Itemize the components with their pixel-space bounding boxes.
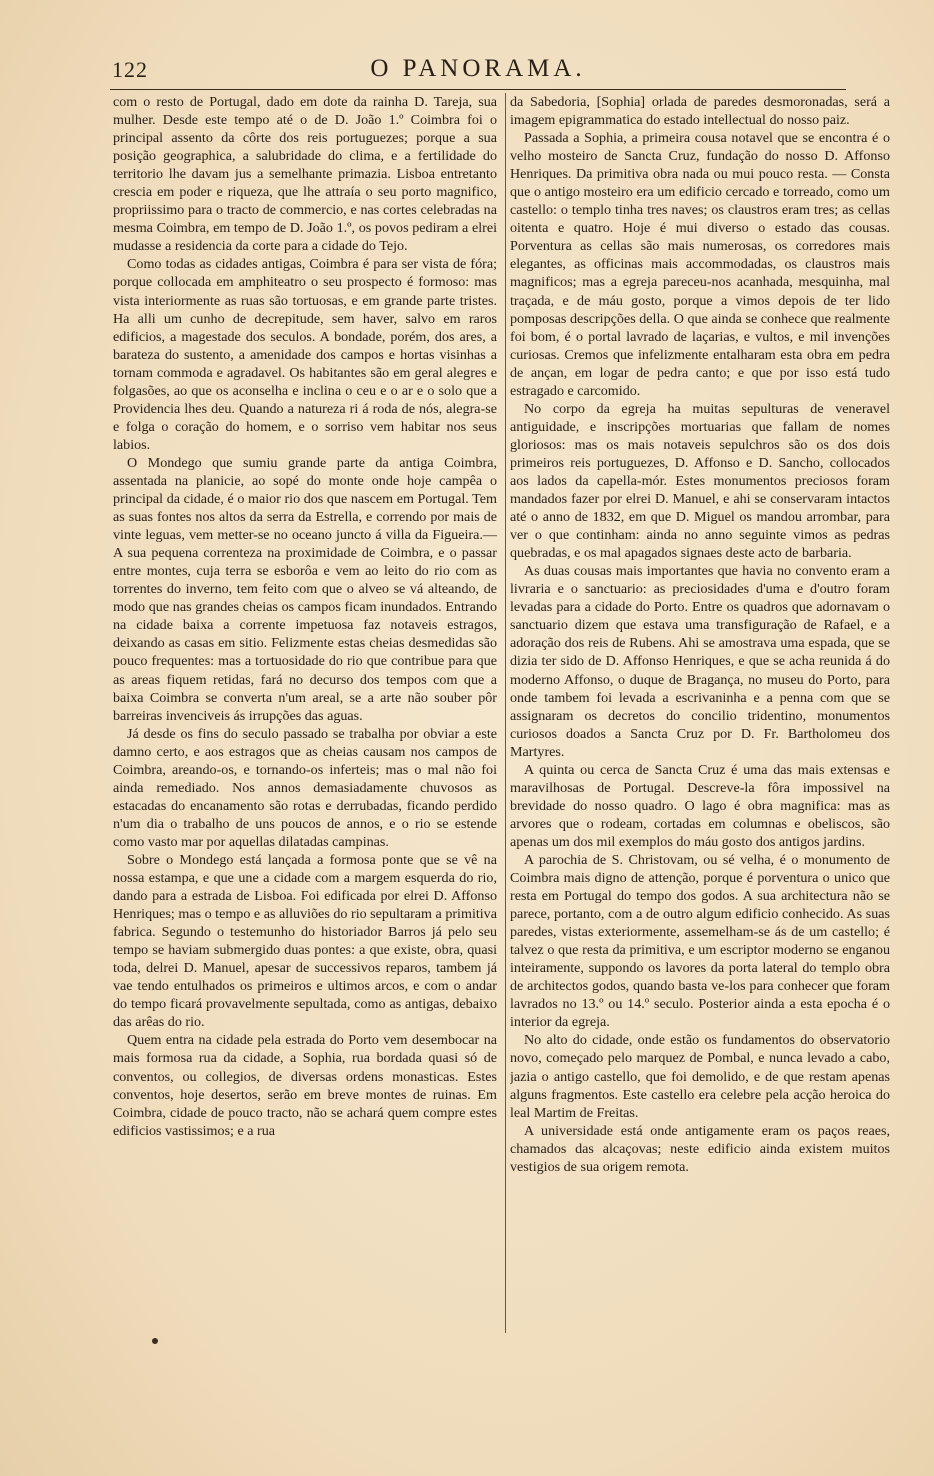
paragraph: Já desde os fins do seculo passado se trabalha por obviar a este damno certo, e aos estragos que as cheias causam nos campos de Coimbra, areando-os, e tornando-os inferteis; mas o mal não foi ainda remediado. Nos annos demasiadamente chuvosos as estacadas do encanamento são rotas e derrubadas, ficando perdido n'um dia o trabalho de uns poucos de annos, e o rio se estende como vasto mar por aquellas dilatadas campinas. (113, 725, 497, 850)
paragraph: A universidade está onde antigamente eram os paços reaes, chamados das alcaçovas; neste edificio ainda existem muitos vestigios de sua origem remota. (510, 1122, 890, 1175)
paragraph: Como todas as cidades antigas, Coimbra é para ser vista de fóra; porque collocada em amphiteatro o seu prospecto é formoso: mas vista interiormente as ruas são tortuosas, e em grande parte tristes. Ha alli um cunho de decrepitude, sem haver, salvo em raros edificios, a magestade dos seculos. A bondade, porém, dos ares, a barateza do sustento, a amenidade dos campos e hortas visinhas a tornam commoda e agradavel. Os habitantes são em geral alegres e folgasões, ao que os aconselha e inclina o ceu e o ar e o solo que a Providencia lhes deu. Quando a natureza ri á roda de nós, alegra-se e folga o coração do homem, e o sorriso vem habitar nos seus labios. (113, 256, 497, 453)
text-columns (113, 93, 890, 1333)
running-title: O PANORAMA. (370, 55, 586, 82)
paragraph: Sobre o Mondego está lançada a formosa ponte que se vê na nossa estampa, e que une a cidade com a margem esquerda do rio, dando para a estrada de Lisboa. Foi edificada por elrei D. Affonso Henriques; mas o tempo e as alluviões do rio sepultaram a primitiva fabrica. Segundo o testemunho do historiador Barros já pelo seu tempo se haviam submergido duas pontes: a que existe, obra, quasi toda, delrei D. Manuel, apesar de successivos reparos, tambem já vae tendo entulhados os primeiros e ultimos arcos, e com o andar do tempo ficará provavelmente sepultada, como as antigas, debaixo das arêas do rio. (113, 851, 497, 1031)
page-number: 122 (112, 57, 148, 82)
ink-mark (152, 1338, 158, 1344)
left-column (113, 93, 506, 1333)
paragraph: A parochia de S. Christovam, ou sé velha, é o monumento de Coimbra mais digno de attenção, porque é porventura o unico que resta em Portugal do tempo dos godos. A sua architectura não se parece, portanto, com a de outro algum edificio conhecido. As suas paredes, vistas exteriormente, assemelham-se ás de um castello; é talvez o que resta da primitiva, e um escriptor moderno se enganou inteiramente, suppondo os lavores da porta lateral do templo obra de architectos godos, quando basta ve-los para conhecer que foram lavrados no 13.º ou 14.º seculo. Posterior ainda a esta epocha é o interior da egreja. (510, 851, 890, 1031)
paragraph: com o resto de Portugal, dado em dote da rainha D. Tareja, sua mulher. Desde este tempo até o de D. João 1.º Coimbra foi o principal assento da côrte dos reis portuguezes; porque a sua posição geographica, a salubridade do clima, e a fertilidade do territorio lhe davam jus a semelhante primazia. Lisboa entretanto crescia em poder e riqueza, que lhe attraía o seu porto magnifico, propriissimo para o tracto de commercio, e nas cortes celebradas na mesma Coimbra, em tempo de D. João 1.º, os povos pediram a elrei mudasse a residencia da corte para a cidade do Tejo. (113, 94, 497, 255)
right-column (510, 93, 890, 1333)
paragraph: da Sabedoria, [Sophia] orlada de paredes desmoronadas, será a imagem epigrammatica do estado intellectual do nosso paiz. (510, 94, 890, 129)
paragraph: No corpo da egreja ha muitas sepulturas de veneravel antiguidade, e inscripções mortuarias que fallam de nomes gloriosos: mas os mais notaveis sepulchros são os dos dois primeiros reis portuguezes, D. Affonso e D. Sancho, collocados aos lados da capella-mór. Estes monumentos preciosos foram mandados fazer por elrei D. Manuel, e ahi se conservaram intactos até o anno de 1832, em que D. Miguel os mandou arrombar, para ver o que continham: ainda no anno seguinte vimos as pedras quebradas, e os mal apagados signaes deste acto de barbaria. (510, 400, 890, 562)
paragraph: Passada a Sophia, a primeira cousa notavel que se encontra é o velho mosteiro de Sancta Cruz, fundação do nosso D. Affonso Henriques. Da primitiva obra nada ou mui pouco resta. — Consta que o antigo mosteiro era um edificio cercado e torreado, como um castello: o templo tinha tres naves; os claustros eram tres; as cellas oitenta e quatro. Hoje é mui diverso o estado das cousas. Porventura as cellas são mais numerosas, os corredores mais elegantes, as officinas mais accommodadas, os claustros mais magnificos; mas a egreja pareceu-nos acanhada, mesquinha, mal traçada, e de máu gosto, porque a vimos depois de ter lido pomposas descripções della. O que ainda se conhece que realmente foi bom, é o portal lavrado de laçarias, e vultos, e mil invenções curiosas. Cremos que infelizmente entalharam esta obra em pedra de ançan, em logar de pedra canto; e que por isso está tudo estragado e carcomido. (510, 130, 890, 399)
paragraph: O Mondego que sumiu grande parte da antiga Coimbra, assentada na planicie, ao sopé do monte onde hoje campêa o principal da cidade, é o maior rio dos que nascem em Portugal. Tem as suas fontes nos altos da serra da Estrella, e correndo por mais de vinte leguas, vem metter-se no oceano juncto á villa da Figueira.— A sua pequena correnteza na proximidade de Coimbra, e o passar entre montes, cuja terra se esborôa e vem ao leito do rio com as torrentes do inverno, tem feito com que o alveo se vá alteando, de modo que nas grandes cheias os campos ficam inundados. Entrando na cidade baixa a corrente impetuosa faz notaveis estragos, deixando as casas em sitio. Felizmente estas cheias desmedidas são pouco frequentes: mas a tortuosidade do rio que contribue para que as areas fiquem retidas, fará no decurso dos tempos com que a baixa Coimbra se converta n'um areal, se a arte não souber pôr barreiras invenciveis ás irrupções das aguas. (113, 454, 497, 724)
paragraph: Quem entra na cidade pela estrada do Porto vem desembocar na mais formosa rua da cidade, a Sophia, rua bordada quasi só de conventos, ou collegios, de diversas ordens monasticas. Estes conventos, hoje desertos, serão em breve montes de ruinas. Em Coimbra, cidade de pouco tracto, não se achará quem compre estes edificios vastissimos; e a rua (113, 1032, 497, 1139)
page-header (110, 55, 846, 90)
paragraph: No alto do cidade, onde estão os fundamentos do observatorio novo, começado pelo marquez de Pombal, e nunca levado a cabo, jazia o antigo castello, que foi demolido, e de que restam apenas alguns fragmentos. Este castello era celebre pela acção heroica do leal Martim de Freitas. (510, 1032, 890, 1121)
paragraph: A quinta ou cerca de Sancta Cruz é uma das mais extensas e maravilhosas de Portugal. Descreve-la fôra impossivel na brevidade do nosso quadro. O lago é obra magnifica: mas as arvores que o rodeam, cortadas em columnas e obeliscos, são apenas um dos mil exemplos do máu gosto dos antigos jardins. (510, 761, 890, 850)
paragraph: As duas cousas mais importantes que havia no convento eram a livraria e o sanctuario: as preciosidades d'uma e d'outro foram levadas para a cidade do Porto. Entre os quadros que adornavam o sanctuario dizem que estava uma transfiguração de Rafael, e a adoração dos reis de Rubens. Ahi se amostrava uma espada, que se dizia ter sido de D. Affonso Henriques, e que se acha reunida á do moderno Affonso, o duque de Bragança, no museu do Porto, para onde tambem foi levada a escrivaninha e a penna com que se assignaram os decretos do concilio tridentino, monumentos curiosos doados a Sancta Cruz por D. Fr. Bartholomeu dos Martyres. (510, 563, 890, 760)
